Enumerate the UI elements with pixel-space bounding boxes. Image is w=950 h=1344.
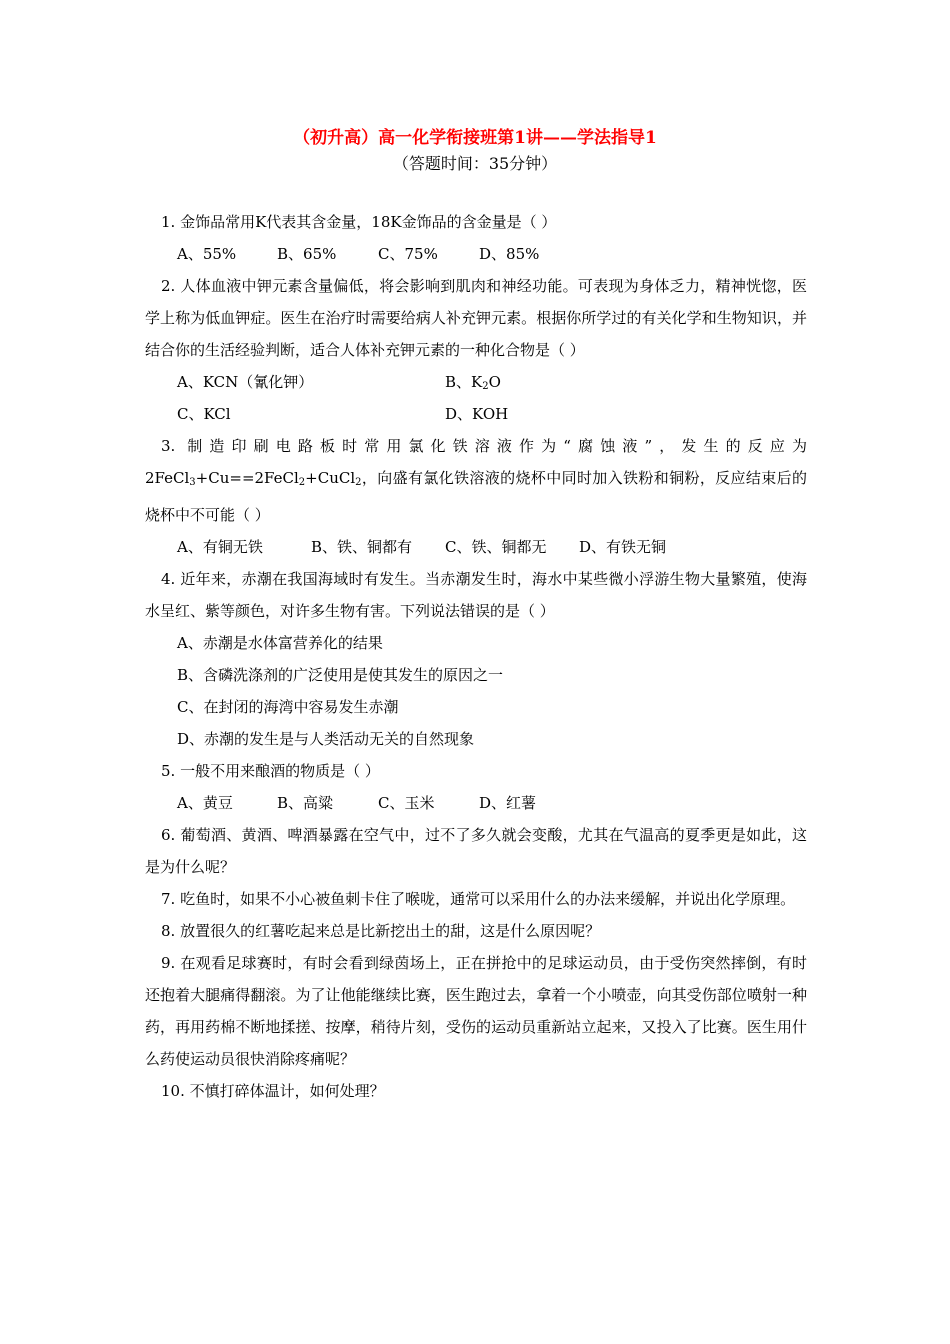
question-4-option-a: A、赤潮是水体富营养化的结果 [177,634,383,652]
question-2: 2. 人体血液中钾元素含量偏低，将会影响到肌肉和神经功能。可表现为身体乏力，精神恍惚，医学上称为低血钾症。医生在治疗时需要给病人补充钾元素。根据你所学过的有关化学和生物知识，并结合你的生活经验判断，适合人体补充钾元素的一种化合物是（ ） [145,277,807,359]
option-b: B、铁、铜都有 [311,538,413,556]
question-5-options [145,787,807,819]
question-4-option-b: B、含磷洗涤剂的广泛使用是使其发生的原因之一 [177,666,504,684]
option-d: D、红薯 [479,794,537,812]
question-6: 6. 葡萄酒、黄酒、啤酒暴露在空气中，过不了多久就会变酸，尤其在气温高的夏季更是如此，这是为什么呢？ [145,826,807,876]
question-list [145,206,807,1107]
question-4: 4. 近年来，赤潮在我国海域时有发生。当赤潮发生时，海水中某些微小浮游生物大量繁殖，使海水呈红、紫等颜色，对许多生物有害。下列说法错误的是（ ） [145,570,807,620]
option-d: D、有铁无铜 [579,538,667,556]
option-a: A、黄豆 [177,794,233,812]
question-2-options-row1 [145,366,807,398]
question-9: 9. 在观看足球赛时，有时会看到绿茵场上，正在拼抢中的足球运动员，由于受伤突然摔倒，有时还抱着大腿痛得翻滚。为了让他能继续比赛，医生跑过去，拿着一个小喷壶，向其受伤部位喷射一种药，再用药棉不断地揉搓、按摩，稍待片刻，受伤的运动员重新站立起来，又投入了比赛。医生用什么药使运动员很快消除疼痛呢？ [145,954,807,1068]
option-a: A、55% [177,245,237,263]
option-c: C、75% [378,245,438,263]
option-c: C、玉米 [378,794,435,812]
option-c: C、KCl [177,405,231,423]
option-d: D、KOH [445,405,509,423]
option-b: B、高粱 [277,794,334,812]
option-a: A、KCN（氰化钾） [177,373,314,391]
question-3-options [145,531,807,563]
page-subtitle: （答题时间：35分钟） [392,154,558,173]
question-4-option-c: C、在封闭的海湾中容易发生赤潮 [177,698,399,716]
option-a: A、有铜无铁 [177,538,263,556]
option-c: C、铁、铜都无 [445,538,547,556]
option-b: B、65% [277,245,337,263]
question-3: 3. 制造印刷电路板时常用氯化铁溶液作为“腐蚀液”，发生的反应为2FeCl$_3$+Cu==2FeCl$_2$+CuCl$_2$，向盛有氯化铁溶液的烧杯中同时加入铁粉和铜粉，反应结束后的烧杯中不可能（ ） [145,437,807,524]
question-1: 1. 金饰品常用K代表其含金量，18K金饰品的含金量是（ ） [161,213,557,231]
question-1-options [145,238,807,270]
question-2-options-row2 [145,398,807,430]
question-5: 5. 一般不用来酿酒的物质是（ ） [161,762,380,780]
option-b: B、$K_2O$ [445,373,501,392]
question-8: 8. 放置很久的红薯吃起来总是比新挖出土的甜，这是什么原因呢？ [161,922,601,940]
question-10: 10. 不慎打碎体温计，如何处理？ [161,1082,385,1100]
page-title: （初升高）高一化学衔接班第1讲——学法指导1 [293,128,657,148]
option-d: D、85% [479,245,540,263]
question-7: 7. 吃鱼时，如果不小心被鱼刺卡住了喉咙，通常可以采用什么的办法来缓解，并说出化学原理。 [161,890,796,908]
question-4-option-d: D、赤潮的发生是与人类活动无关的自然现象 [177,730,475,748]
